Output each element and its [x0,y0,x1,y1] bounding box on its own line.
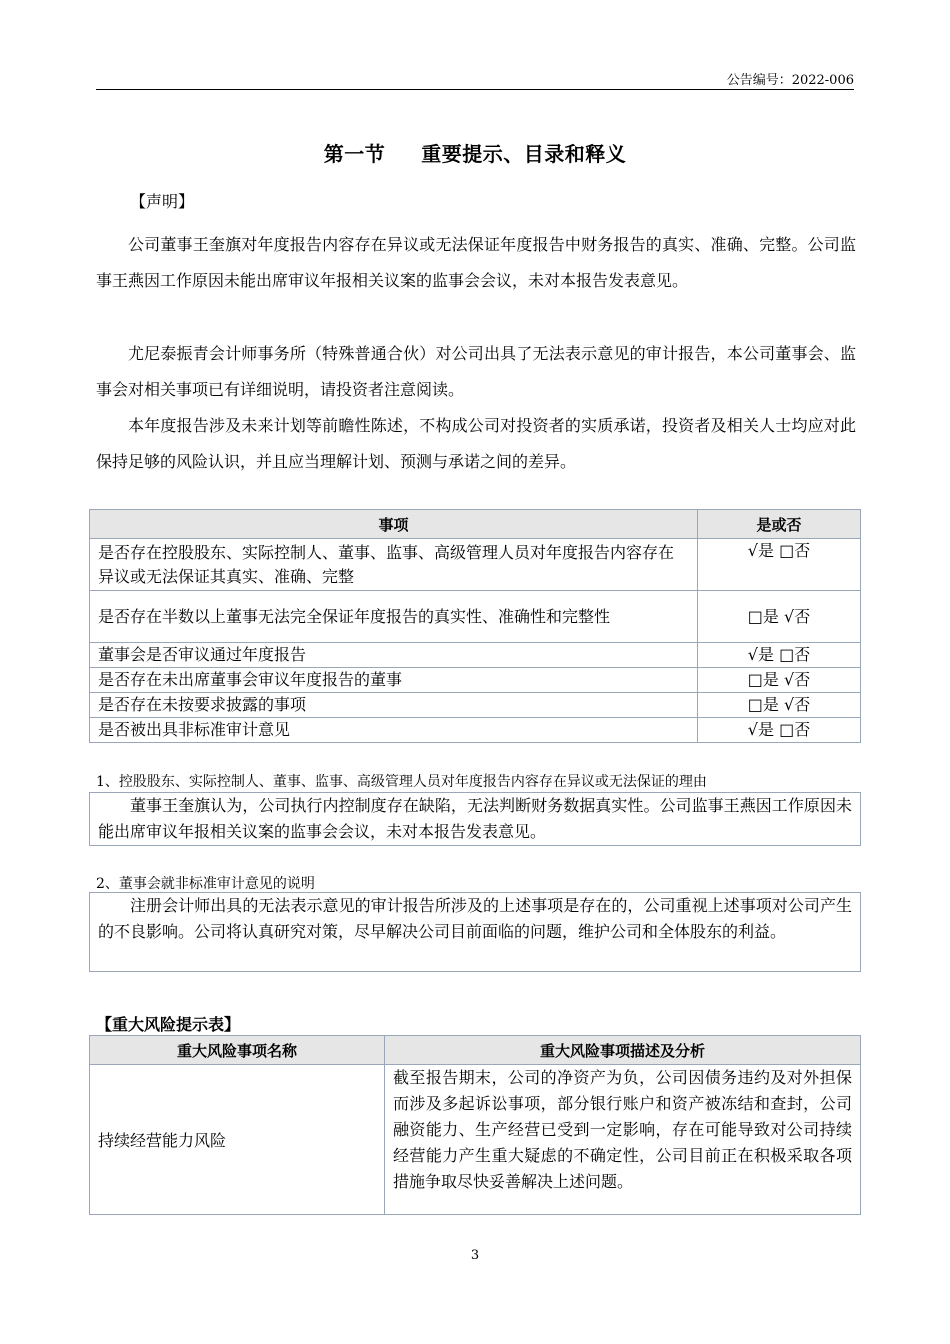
column-header: 事项 [90,510,698,539]
statement-paragraph: 尤尼泰振青会计师事务所（特殊普通合伙）对公司出具了无法表示意见的审计报告，本公司董事会、监事会对相关事项已有详细说明，请投资者注意阅读。 [96,344,856,399]
table-row [90,591,861,643]
matter-answer: √是 □否 [698,718,861,743]
table-row [90,693,861,718]
statement-heading: 【声明】 [130,192,195,211]
statement-paragraph: 本年度报告涉及未来计划等前瞻性陈述，不构成公司对投资者的实质承诺，投资者及相关人士均应对此保持足够的风险认识，并且应当理解计划、预测与承诺之间的差异。 [96,416,856,471]
note2-heading: 2、董事会就非标准审计意见的说明 [96,876,315,892]
matter-item: 是否被出具非标准审计意见 [90,718,698,743]
table-row [90,1065,861,1215]
risk-description: 截至报告期末，公司的净资产为负，公司因债务违约及对外担保而涉及多起诉讼事项，部分银行账户和资产被冻结和查封，公司融资能力、生产经营已受到一定影响，存在可能导致对公司持续经营能力产生重大疑虑的不确定性，公司目前正在积极采取各项措施争取尽快妥善解决上述问题。 [385,1065,861,1215]
section-heading: 重要提示、目录和释义 [421,142,627,166]
risk-table [89,1035,861,1215]
announcement-code: 公告编号：2022-006 [726,73,854,88]
table-row [90,718,861,743]
table-row [90,643,861,668]
table-row [90,668,861,693]
statement-paragraph: 公司董事王奎旗对年度报告内容存在异议或无法保证年度报告中财务报告的真实、准确、完整。公司监事王燕因工作原因未能出席审议年报相关议案的监事会会议，未对本报告发表意见。 [96,235,856,290]
note1-heading: 1、控股股东、实际控制人、董事、监事、高级管理人员对年度报告内容存在异议或无法保证的理由 [96,774,707,790]
matter-item: 是否存在未按要求披露的事项 [90,693,698,718]
matter-item: 董事会是否审议通过年度报告 [90,643,698,668]
matter-answer: □是 √否 [698,668,861,693]
matters-table [89,509,861,743]
column-header: 重大风险事项名称 [90,1036,385,1065]
column-header: 是或否 [698,510,861,539]
column-header: 重大风险事项描述及分析 [385,1036,861,1065]
note2-box: 注册会计师出具的无法表示意见的审计报告所涉及的上述事项是存在的，公司重视上述事项对公司产生的不良影响。公司将认真研究对策，尽早解决公司目前面临的问题，维护公司和全体股东的利益。 [89,892,861,972]
section-number: 第一节 [323,142,386,166]
header-divider [96,89,854,90]
note1-box: 董事王奎旗认为，公司执行内控制度存在缺陷，无法判断财务数据真实性。公司监事王燕因工作原因未能出席审议年报相关议案的监事会会议，未对本报告发表意见。 [89,792,861,846]
section-title [0,138,950,167]
table-header-row [90,1036,861,1065]
matter-item: 是否存在半数以上董事无法完全保证年度报告的真实性、准确性和完整性 [90,591,698,643]
matter-item: 是否存在控股股东、实际控制人、董事、监事、高级管理人员对年度报告内容存在异议或无法保证其真实、准确、完整 [90,539,698,591]
table-header-row [90,510,861,539]
page-number: 3 [470,1248,480,1263]
table-row [90,539,861,591]
matter-answer: □是 √否 [698,591,861,643]
matter-answer: □是 √否 [698,693,861,718]
matter-answer: √是 □否 [698,643,861,668]
matter-item: 是否存在未出席董事会审议年度报告的董事 [90,668,698,693]
risk-name: 持续经营能力风险 [90,1065,385,1215]
risk-table-heading: 【重大风险提示表】 [96,1015,241,1034]
matter-answer: √是 □否 [698,539,861,591]
